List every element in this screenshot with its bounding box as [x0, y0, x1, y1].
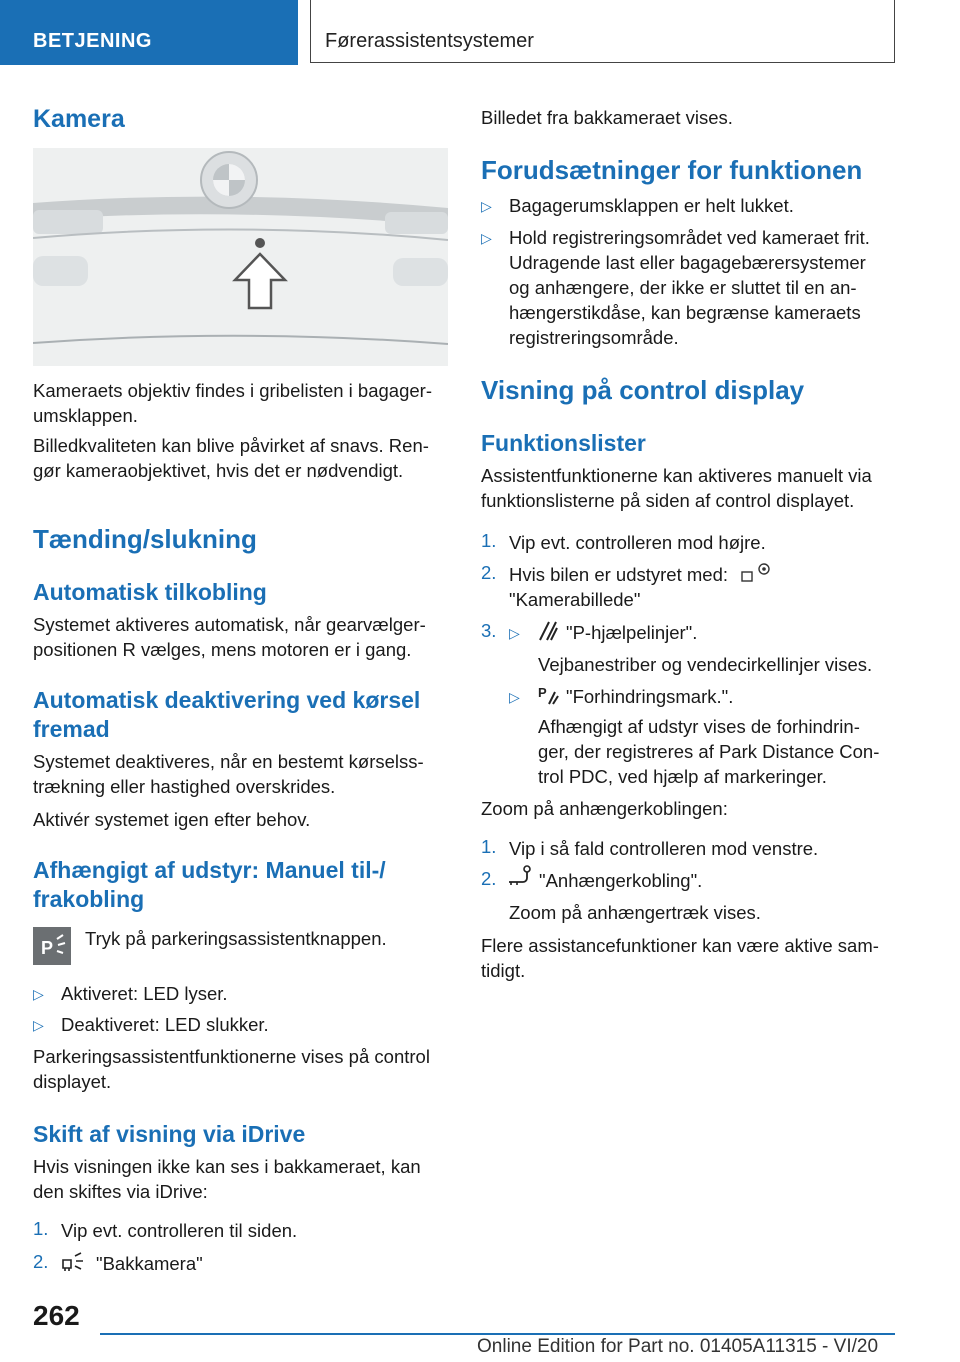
paragraph: Tryk på parkeringsassistentknappen. — [85, 928, 387, 949]
step-text: Hvis bilen er udstyret med: — [509, 564, 729, 585]
paragraph: Billedkvaliteten kan blive påvirket af snavs. Ren- gør kameraobjektivet, hvis det er nødvendigt. — [33, 435, 429, 481]
paragraph: Systemet aktiveres automatisk, når gearvælger- positionen R vælges, mens motoren er i gang. — [33, 614, 426, 660]
heading-forudsaetninger: Forudsætninger for funktionen — [481, 155, 863, 185]
step-text: Vip evt. controlleren til siden. — [61, 1220, 298, 1241]
heading-manuel: Afhængigt af udstyr: Manuel til-/ frakobling — [33, 857, 386, 912]
rear-camera-icon — [61, 1250, 85, 1279]
heading-skift: Skift af visning via iDrive — [33, 1121, 306, 1147]
bullet-triangle-icon: ▷ — [509, 625, 520, 641]
step-number: 1. — [481, 836, 497, 857]
step-text: Vejbanestriber og vendecirkellinjer vises. — [538, 654, 873, 675]
heading-visning: Visning på control display — [481, 375, 805, 405]
step-number: 3. — [481, 620, 497, 641]
bullet-triangle-icon: ▷ — [481, 198, 492, 214]
paragraph: Aktivér systemet igen efter behov. — [33, 809, 311, 830]
bullet-triangle-icon: ▷ — [481, 230, 492, 246]
step-text: "Forhindringsmark.". — [566, 686, 734, 707]
chapter-tab — [310, 0, 895, 63]
list-item: Deaktiveret: LED slukker. — [61, 1014, 269, 1035]
heading-funktionslister: Funktionslister — [481, 430, 646, 456]
bullet-triangle-icon: ▷ — [33, 1017, 44, 1033]
list-item: Bagagerumsklappen er helt lukket. — [509, 195, 794, 216]
paragraph: Systemet deaktiveres, når en bestemt kørselss- trækning eller hastighed overskrides. — [33, 751, 424, 797]
step-text: "P-hjælpelinjer". — [566, 622, 698, 643]
step-number: 2. — [481, 562, 497, 583]
paragraph: Kameraets objektiv findes i gribelisten i bagager- umsklappen. — [33, 380, 432, 426]
paragraph: Billedet fra bakkameraet vises. — [481, 107, 733, 128]
step-number: 1. — [481, 530, 497, 551]
step-number: 1. — [33, 1218, 49, 1239]
paragraph: Parkeringsassistentfunktionerne vises på control displayet. — [33, 1046, 430, 1092]
page-number: 262 — [33, 1300, 80, 1331]
list-item: Aktiveret: LED lyser. — [61, 983, 228, 1004]
parking-lines-icon — [537, 618, 559, 647]
heading-auto: Automatisk tilkobling — [33, 579, 267, 605]
section-tab — [0, 0, 298, 65]
heading-deaktivering: Automatisk deaktivering ved kørsel fremad — [33, 687, 421, 742]
step-text: "Bakkamera" — [96, 1253, 203, 1274]
camera-photo — [33, 148, 448, 366]
step-number: 2. — [33, 1251, 49, 1272]
heading-taending: Tænding/slukning — [33, 524, 257, 554]
step-text: "Kamerabillede" — [509, 589, 641, 610]
step-text: "Anhængerkobling". — [539, 870, 703, 891]
paragraph: Hvis visningen ikke kan ses i bakkameraet, kan den skiftes via iDrive: — [33, 1156, 421, 1202]
paragraph: Zoom på anhængerkoblingen: — [481, 798, 728, 819]
trailer-hitch-icon — [507, 864, 533, 895]
svg-text:P: P — [538, 685, 547, 700]
svg-text:P: P — [41, 938, 54, 958]
trunk-camera-image — [33, 148, 448, 366]
obstacle-marking-icon — [537, 682, 559, 711]
step-text: Zoom på anhængertræk vises. — [509, 902, 761, 923]
list-item: Hold registreringsområdet ved kameraet frit. Udragende last eller bagagebærersystemer og anhængere, der ikke er sluttet til en an- hængerstikdåse, kan begrænse kameraets registreringsområde. — [509, 227, 870, 348]
camera-settings-icon — [740, 560, 774, 591]
edition-text: Online Edition for Part no. 01405A11315 - VI/20 — [477, 1336, 879, 1357]
paragraph: Assistentfunktionerne kan aktiveres manuelt via funktionslisterne på siden af control displayet. — [481, 465, 872, 511]
step-number: 2. — [481, 868, 497, 889]
section-title: BETJENING — [33, 30, 152, 52]
bullet-triangle-icon: ▷ — [33, 986, 44, 1002]
step-text: Afhængigt af udstyr vises de forhindrin- ger, der registreres af Park Distance Con- trol PDC, ved hjælp af markeringer. — [538, 716, 880, 787]
footer-divider — [100, 1333, 895, 1335]
paragraph: Flere assistancefunktioner kan være aktive sam- tidigt. — [481, 935, 879, 981]
bullet-triangle-icon: ▷ — [509, 689, 520, 705]
step-text: Vip evt. controlleren mod højre. — [509, 532, 766, 553]
heading-kamera: Kamera — [33, 105, 125, 133]
parking-assist-button-icon — [33, 927, 71, 965]
step-text: Vip i så fald controlleren mod venstre. — [509, 838, 819, 859]
chapter-title: Førerassistentsystemer — [325, 30, 534, 52]
